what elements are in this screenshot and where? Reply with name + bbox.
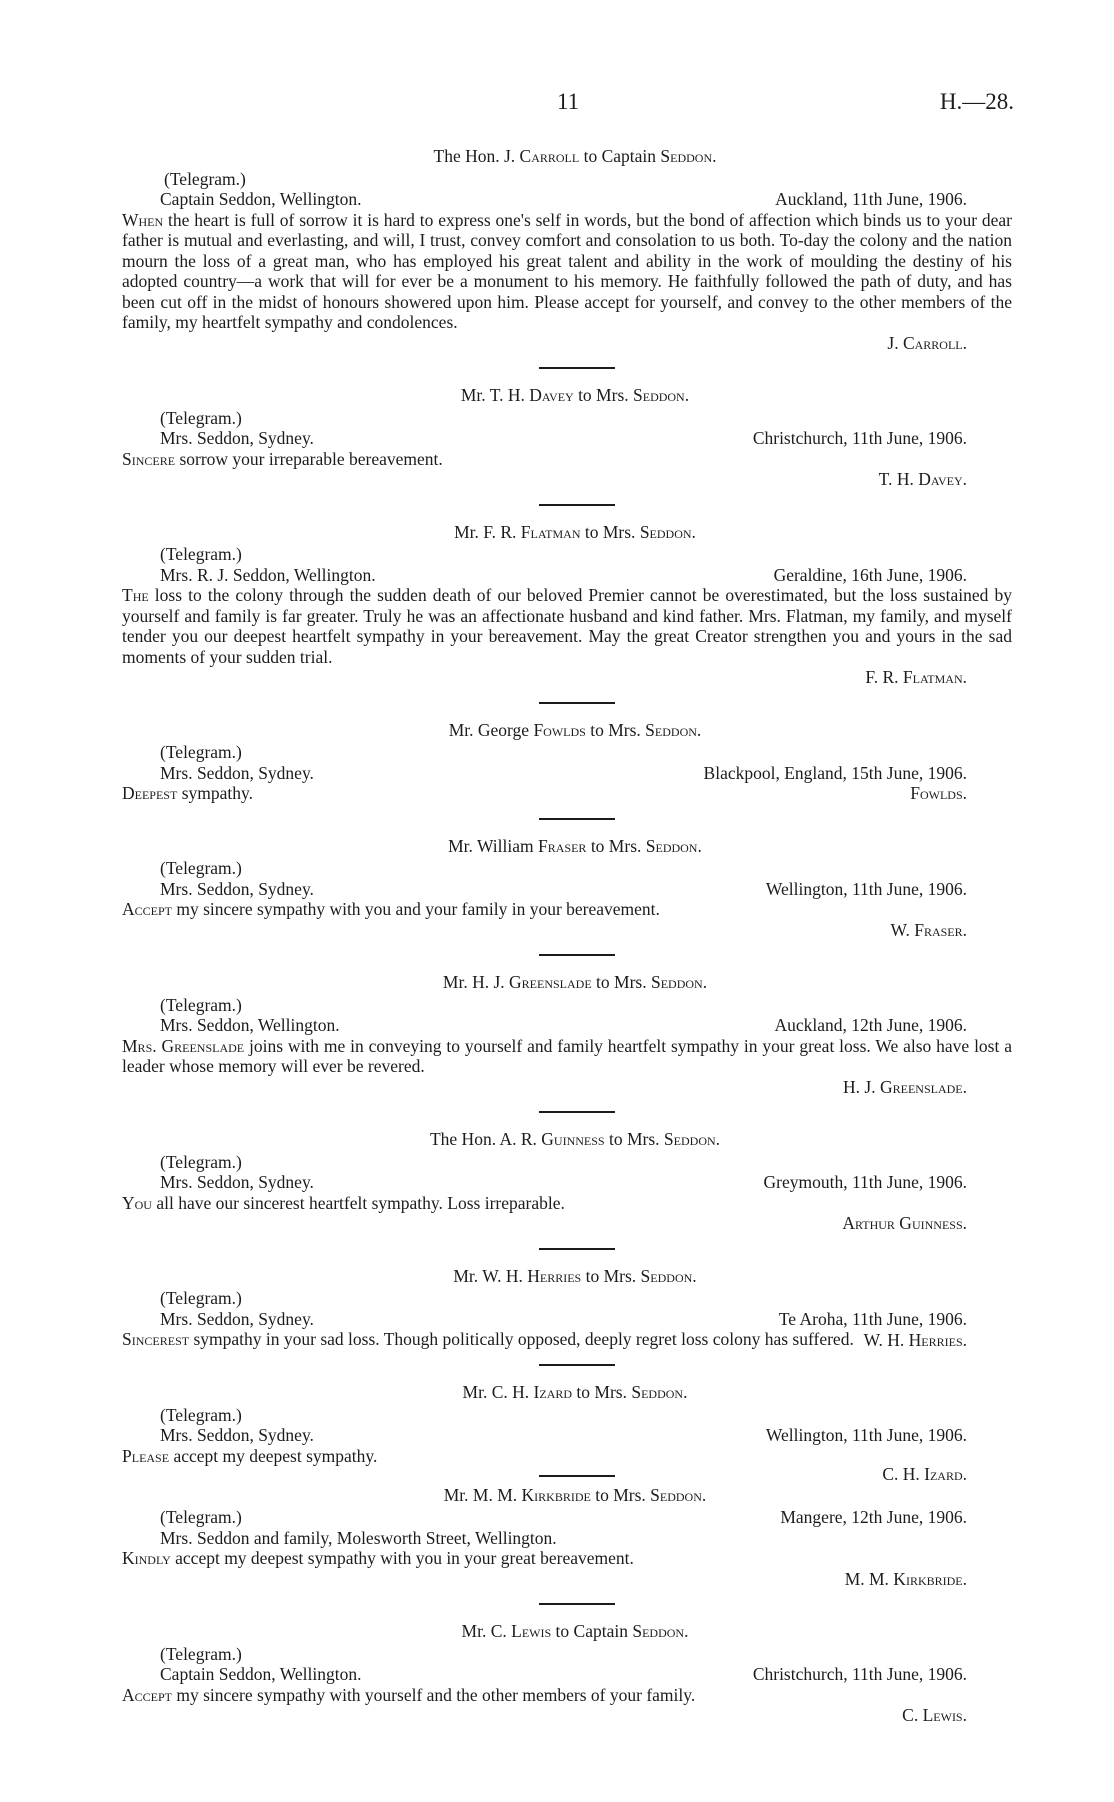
separator-rule xyxy=(539,1603,615,1605)
message-text: Sincere sorrow your irreparable bereavement. xyxy=(122,448,443,469)
address-line xyxy=(160,565,1012,586)
signature: Fowlds. xyxy=(910,783,967,803)
letter-title: Mr. William Fraser to Mrs. Seddon. xyxy=(448,835,702,856)
separator-rule xyxy=(539,1475,615,1477)
paper-reference: H.—28. xyxy=(939,89,1014,114)
letter-fraser xyxy=(122,836,1012,941)
letter-kirkbride xyxy=(122,1485,1012,1590)
signature: C. Lewis. xyxy=(902,1705,967,1725)
separator-rule xyxy=(539,504,615,506)
place-date: Wellington, 11th June, 1906. xyxy=(765,878,967,899)
message-line xyxy=(122,783,1012,804)
telegram-label: (Telegram.) xyxy=(160,1151,242,1172)
addressee: Mrs. Seddon and family, Molesworth Street, Wellington. xyxy=(160,1527,557,1548)
letter-title: Mr. W. H. Herries to Mrs. Seddon. xyxy=(453,1265,697,1286)
separator-rule xyxy=(539,818,615,820)
signature: T. H. Davey. xyxy=(878,469,967,489)
addressee: Mrs. Seddon, Sydney. xyxy=(160,1172,314,1192)
letter-herries xyxy=(122,1266,1012,1351)
addressee: Mrs. R. J. Seddon, Wellington. xyxy=(160,564,376,585)
address-line xyxy=(160,428,1012,449)
telegram-label: (Telegram.) xyxy=(160,858,242,878)
telegram-label: (Telegram.) xyxy=(160,544,242,564)
addressee: Mrs. Seddon, Sydney. xyxy=(160,428,314,448)
letter-flatman xyxy=(122,522,1012,688)
address-line xyxy=(160,189,1012,210)
separator-rule xyxy=(539,367,615,369)
signature: J. Carroll. xyxy=(887,332,967,353)
letter-davey xyxy=(122,385,1012,490)
signature: Arthur Guinness. xyxy=(842,1213,967,1233)
message-text: Deepest sympathy. xyxy=(122,783,253,803)
addressee: Mrs. Seddon, Sydney. xyxy=(160,762,314,783)
separator-rule xyxy=(539,954,615,956)
message-text: When the heart is full of sorrow it is hard to express one's self in words, but the bond of affection which binds us to your dear father is mutual and everlasting, and will, I trust, convey comfort and consolation to us both. To-day the colony and the nation mourn the loss of a great man, who has employed his great talent and ability in the work of moulding the destiny of his adopted country—a work that will for ever be a monument to his memory. He faithfully followed the path of duty, and has been cut off in the midst of honours showered upon him. Please accept for yourself, and convey to the other members of the family, my heartfelt sympathy and condolences. xyxy=(122,209,1012,332)
message-text: Accept my sincere sympathy with you and your family in your bereavement. xyxy=(122,899,660,919)
signature: W. H. Herries. xyxy=(863,1329,967,1350)
telegram-label: (Telegram.) xyxy=(164,168,246,189)
signature: C. H. Izard. xyxy=(882,1464,967,1484)
address-line xyxy=(160,1172,1012,1193)
letter-fowlds xyxy=(122,720,1012,804)
separator-rule xyxy=(539,1248,615,1250)
letter-title: The Hon. A. R. Guinness to Mrs. Seddon. xyxy=(429,1129,721,1149)
addressee: Captain Seddon, Wellington. xyxy=(160,1664,362,1684)
letter-izard xyxy=(122,1382,1012,1485)
place-date: Blackpool, England, 15th June, 1906. xyxy=(703,762,967,783)
letter-title: Mr. C. Lewis to Captain Seddon. xyxy=(461,1621,689,1641)
addressee: Mrs. Seddon, Wellington. xyxy=(160,1015,340,1035)
letter-title: Mr. C. H. Izard to Mrs. Seddon. xyxy=(462,1382,688,1402)
place-date: Christchurch, 11th June, 1906. xyxy=(752,428,967,448)
telegram-label: (Telegram.) xyxy=(160,1643,242,1664)
telegram-label: (Telegram.) xyxy=(160,1288,242,1308)
letter-greenslade xyxy=(122,972,1012,1097)
address-line xyxy=(160,1664,1012,1685)
message-text: Kindly accept my deepest sympathy with you in your great bereavement. xyxy=(122,1548,634,1568)
letter-title: Mr. M. M. Kirkbride to Mrs. Seddon. xyxy=(443,1484,707,1505)
separator-rule xyxy=(539,1364,615,1366)
separator-rule xyxy=(539,1111,615,1113)
signature: H. J. Greenslade. xyxy=(843,1076,967,1097)
address-line xyxy=(160,1309,1012,1330)
addressee: Captain Seddon, Wellington. xyxy=(160,189,362,209)
telegram-label: (Telegram.) xyxy=(160,742,242,762)
place-date: Auckland, 12th June, 1906. xyxy=(774,1015,967,1035)
place-date: Te Aroha, 11th June, 1906. xyxy=(778,1308,967,1329)
place-date: Wellington, 11th June, 1906. xyxy=(765,1425,967,1445)
message-text: Sincerest sympathy in your sad loss. Though politically opposed, deeply regret loss colony has suffered. xyxy=(122,1329,854,1349)
address-line xyxy=(160,1425,1012,1446)
page-header xyxy=(0,89,1114,116)
telegram-label: (Telegram.) xyxy=(160,1507,242,1527)
telegram-label: (Telegram.) xyxy=(160,407,242,428)
letters-body xyxy=(122,146,1012,1726)
signature: W. Fraser. xyxy=(890,919,967,940)
place-date: Mangere, 12th June, 1906. xyxy=(780,1507,967,1527)
letter-title: The Hon. J. Carroll to Captain Seddon. xyxy=(433,146,717,166)
letter-guinness xyxy=(122,1129,1012,1234)
page-number: 11 xyxy=(557,89,580,114)
letter-carroll xyxy=(122,146,1012,353)
addressee: Mrs. Seddon, Sydney. xyxy=(160,1425,314,1445)
place-date: Greymouth, 11th June, 1906. xyxy=(763,1172,967,1192)
message-text: Accept my sincere sympathy with yourself and the other members of your family. xyxy=(122,1684,696,1705)
message-text: You all have our sincerest heartfelt sympathy. Loss irreparable. xyxy=(122,1192,565,1213)
addressee: Mrs. Seddon, Sydney. xyxy=(160,1308,314,1329)
letter-title: Mr. H. J. Greenslade to Mrs. Seddon. xyxy=(442,972,708,992)
address-line xyxy=(160,879,1012,900)
message-text: Mrs. Greenslade joins with me in conveying to yourself and family heartfelt sympathy in your great loss. We also have lost a leader whose memory will ever be revered. xyxy=(122,1035,1012,1076)
letter-title: Mr. F. R. Flatman to Mrs. Seddon. xyxy=(454,521,696,542)
signature: F. R. Flatman. xyxy=(865,667,967,687)
place-date: Geraldine, 16th June, 1906. xyxy=(773,564,967,585)
letter-title: Mr. T. H. Davey to Mrs. Seddon. xyxy=(460,385,690,405)
message-text: Please accept my deepest sympathy. xyxy=(122,1445,378,1466)
address-line xyxy=(160,763,1012,784)
separator-rule xyxy=(539,702,615,704)
signature: M. M. Kirkbride. xyxy=(844,1568,967,1589)
address-line xyxy=(160,1015,1012,1036)
addressee: Mrs. Seddon, Sydney. xyxy=(160,878,314,899)
letter-title: Mr. George Fowlds to Mrs. Seddon. xyxy=(448,719,702,740)
telegram-label: (Telegram.) xyxy=(160,994,242,1015)
letter-lewis xyxy=(122,1621,1012,1726)
telegram-label: (Telegram.) xyxy=(160,1404,242,1425)
address-line xyxy=(160,1507,1012,1528)
place-date: Auckland, 11th June, 1906. xyxy=(775,189,967,209)
place-date: Christchurch, 11th June, 1906. xyxy=(752,1664,967,1684)
message-text: The loss to the colony through the sudden death of our beloved Premier cannot be overestimated, but the loss sustained by yourself and family is far greater. Truly he was an affectionate husband and kind father. Mrs. Flatman, my family, and myself tender you our deepest heartfelt sympathy in your bereavement. May the great Creator strengthen you and yours in the sad moments of your sudden trial. xyxy=(122,585,1012,667)
